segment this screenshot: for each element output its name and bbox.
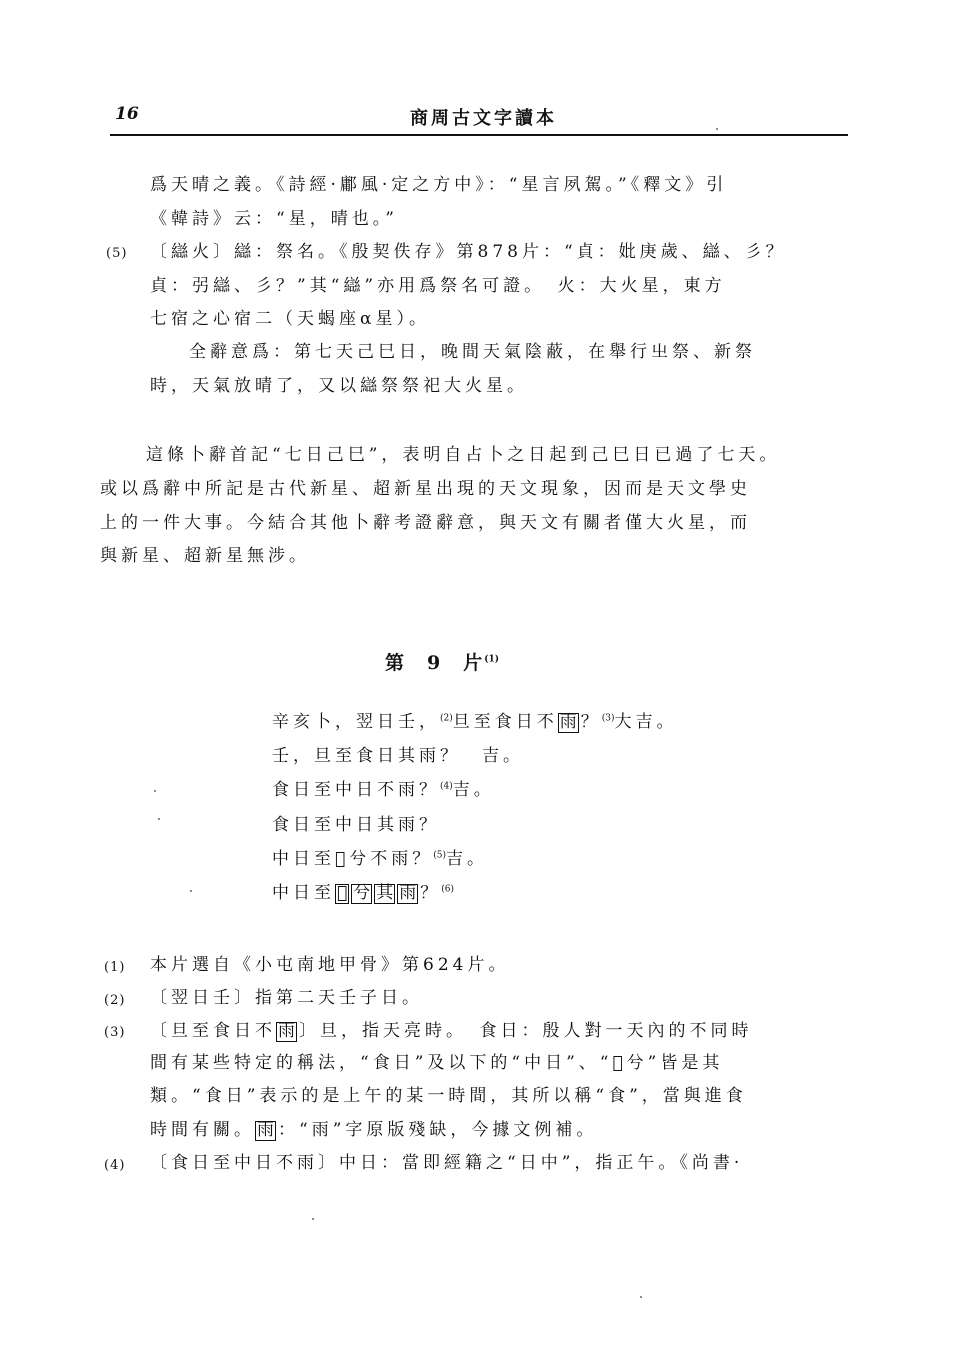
header-rule — [110, 134, 848, 136]
note-mark: (4) — [440, 781, 453, 792]
footnote-text: 〕旦，指天亮時。 食日：殷人對一天內的不同時 — [299, 1021, 753, 1041]
footnote-3-line-3: 類。“食日”表示的是上午的某一時間，其所以稱“食”，當與進食 — [150, 1086, 747, 1106]
footnote-3-line-4 — [150, 1121, 597, 1141]
section-note-mark: (1) — [484, 654, 500, 665]
footnote-text: 〔旦至食日不 — [150, 1021, 276, 1041]
note-5-line-3: 七宿之心宿二（天蝎座α星）。 — [150, 309, 430, 329]
restored-character-box: 兮 — [353, 883, 371, 903]
scan-speck — [158, 818, 160, 820]
restored-character-box: 雨 — [399, 883, 417, 903]
paragraph-line-1: 這條卜辭首記“七日己巳”，表明自占卜之日起到己巳日已過了七天。 — [146, 445, 781, 465]
page-number: 16 — [115, 104, 139, 124]
note-5-label: (5) — [106, 246, 128, 261]
footnote-1: 本片選自《小屯南地甲骨》第624片。 — [150, 955, 510, 975]
inscription-line-3 — [272, 782, 495, 799]
scan-speck — [640, 1296, 642, 1298]
commentary-line-1: 爲天晴之義。《詩經·鄘風·定之方中》：“星言夙駕。”《釋文》引 — [150, 175, 728, 195]
note-mark: (5) — [433, 850, 446, 861]
footnote-4: 〔食日至中日不雨〕中日：當即經籍之“日中”，指正午。《尚書· — [150, 1153, 744, 1173]
inscription-line-1 — [272, 713, 678, 733]
note-5-line-2: 貞：弜䜌、彡？”其“䜌”亦用爲祭名可證。 火：大火星，東方 — [150, 276, 726, 296]
scan-speck — [716, 128, 718, 130]
inscription-verdict: 吉。 — [445, 849, 488, 869]
inscription-line-5 — [272, 851, 488, 868]
inscription-text: 食日至中日不雨？ — [272, 780, 440, 800]
inscription-text: 辛亥卜，翌日壬， — [272, 712, 440, 732]
inscription-line-6 — [272, 884, 454, 904]
footnote-text: 時間有關。 — [150, 1120, 255, 1140]
restored-character-box: 𦎫 — [337, 883, 348, 903]
footnote-text: ：“雨”字原版殘缺，今據文例補。 — [278, 1120, 598, 1140]
restored-character-box: 雨 — [278, 1021, 295, 1041]
note-5-line-5: 時，天氣放晴了，又以䜌祭祭祀大火星。 — [150, 376, 528, 396]
note-mark: (3) — [601, 713, 615, 724]
footnote-1-label: (1) — [104, 960, 126, 975]
footnote-2-label: (2) — [104, 993, 126, 1008]
section-heading — [385, 648, 499, 675]
footnote-2: 〔翌日壬〕指第二天壬子日。 — [150, 988, 423, 1008]
paragraph-line-4: 與新星、超新星無涉。 — [100, 546, 310, 566]
inscription-text: 中日至 — [272, 883, 335, 903]
scan-speck — [154, 790, 156, 792]
footnote-3-line-1 — [150, 1022, 753, 1042]
scan-speck — [312, 1218, 314, 1220]
commentary-line-2: 《韓詩》云：“星，晴也。” — [150, 209, 398, 229]
inscription-verdict: 吉。 — [452, 780, 495, 800]
restored-character-box: 其 — [376, 883, 394, 903]
footnote-4-label: (4) — [104, 1158, 126, 1173]
inscription-verdict: 大吉。 — [614, 712, 678, 732]
restored-character-box: 雨 — [257, 1120, 274, 1140]
inscription-text: 旦至食日不 — [452, 712, 558, 732]
inscription-text: 中日至𦎫兮不雨？ — [272, 849, 434, 869]
note-mark: (2) — [440, 713, 453, 724]
inscription-text: ？ — [420, 883, 442, 903]
restored-character-box: 雨 — [559, 712, 577, 732]
paragraph-line-2: 或以爲辭中所記是古代新星、超新星出現的天文現象，因而是天文學史 — [100, 479, 751, 499]
note-5-line-1: 〔䜌火〕䜌：祭名。《殷契佚存》第878片：“貞：妣庚歲、䜌、彡？ — [150, 242, 787, 262]
inscription-line-2: 壬，旦至食日其雨？ 吉。 — [272, 746, 524, 766]
footnote-3-line-2: 間有某些特定的稱法，“食日”及以下的“中日”、“𦎫兮”皆是其 — [150, 1053, 724, 1073]
inscription-text: ？ — [580, 712, 602, 732]
scan-speck — [190, 890, 192, 892]
running-title: 商周古文字讀本 — [410, 108, 557, 129]
note-mark: (6) — [441, 884, 454, 895]
paragraph-line-3: 上的一件大事。今結合其他卜辭考證辭意，與天文有關者僅大火星，而 — [100, 513, 751, 533]
section-title: 第 9 片 — [385, 652, 485, 674]
note-5-line-4: 全辭意爲：第七天己巳日，晚間天氣陰蔽，在舉行㞢祭、新祭 — [168, 342, 756, 362]
inscription-line-4: 食日至中日其雨？ — [272, 815, 440, 835]
footnote-3-label: (3) — [104, 1025, 126, 1040]
